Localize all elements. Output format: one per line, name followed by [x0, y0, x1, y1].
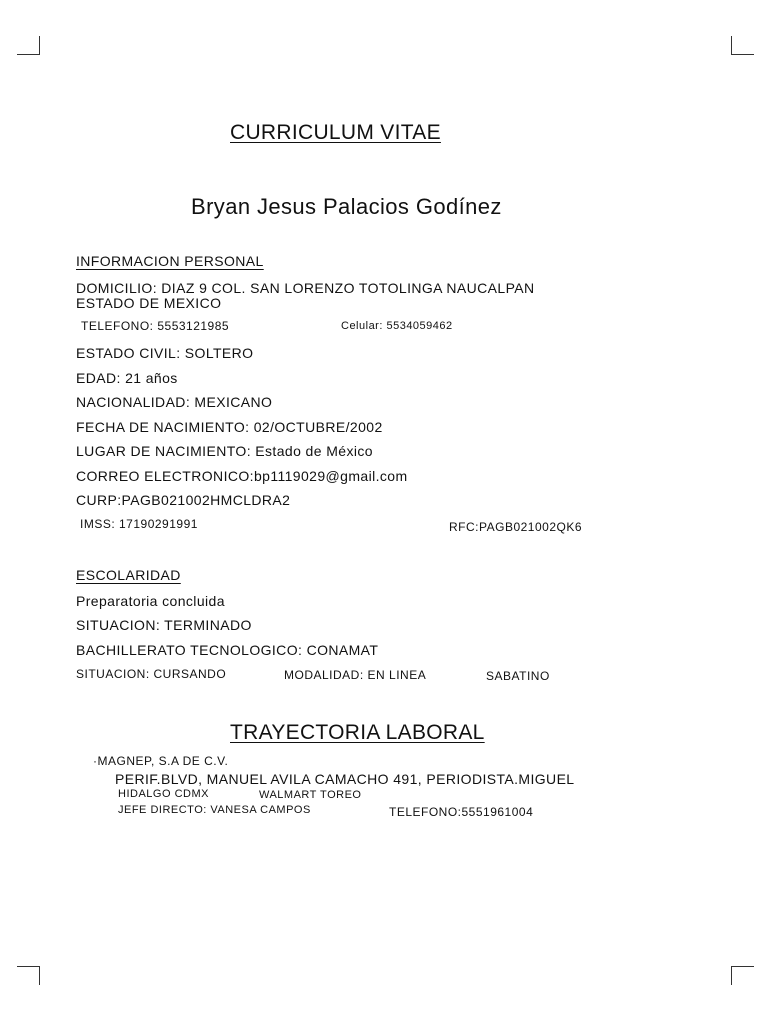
mobile-phone: Celular: 5534059462 [341, 320, 453, 332]
employer-name: ·MAGNEP, S.A DE C.V. [93, 754, 229, 768]
address-line-1: DOMICILIO: DIAZ 9 COL. SAN LORENZO TOTOLINGA NAUCALPAN [76, 280, 535, 296]
education-heading: ESCOLARIDAD [76, 567, 181, 583]
candidate-name: Bryan Jesus Palacios Godínez [191, 194, 502, 219]
phone: TELEFONO: 5553121985 [81, 319, 230, 333]
address-line-2: ESTADO DE MEXICO [76, 295, 222, 311]
high-school: Preparatoria concluida [76, 593, 225, 609]
crop-mark-bottom-left [17, 966, 40, 985]
status-finished: SITUACION: TERMINADO [76, 617, 252, 633]
email: CORREO ELECTRONICO:bp1119029@gmail.com [76, 468, 408, 484]
employer-branch: WALMART TOREO [259, 789, 362, 801]
nationality: NACIONALIDAD: MEXICANO [76, 394, 273, 410]
status-in-progress: SITUACION: CURSANDO [76, 667, 227, 681]
technical-baccalaureate: BACHILLERATO TECNOLOGICO: CONAMAT [76, 642, 379, 658]
crop-mark-top-right [731, 36, 754, 55]
work-history-heading: TRAYECTORIA LABORAL [230, 721, 485, 744]
study-mode: MODALIDAD: EN LINEA [284, 668, 427, 682]
document-title: CURRICULUM VITAE [230, 121, 441, 144]
marital-status: ESTADO CIVIL: SOLTERO [76, 345, 254, 361]
imss: IMSS: 17190291991 [80, 517, 198, 531]
saturday-schedule: SABATINO [486, 669, 550, 683]
crop-mark-bottom-right [731, 966, 754, 985]
employer-phone: TELEFONO:5551961004 [389, 805, 534, 819]
age: EDAD: 21 años [76, 370, 178, 386]
birth-date: FECHA DE NACIMIENTO: 02/OCTUBRE/2002 [76, 419, 383, 435]
rfc: RFC:PAGB021002QK6 [449, 520, 583, 534]
direct-supervisor: JEFE DIRECTO: VANESA CAMPOS [118, 804, 311, 816]
employer-city: HIDALGO CDMX [118, 788, 209, 800]
curp: CURP:PAGB021002HMCLDRA2 [76, 492, 291, 508]
birth-place: LUGAR DE NACIMIENTO: Estado de México [76, 443, 373, 459]
personal-info-heading: INFORMACION PERSONAL [76, 253, 264, 269]
employer-address: PERIF.BLVD, MANUEL AVILA CAMACHO 491, PERIODISTA.MIGUEL [115, 771, 575, 787]
crop-mark-top-left [17, 36, 40, 55]
